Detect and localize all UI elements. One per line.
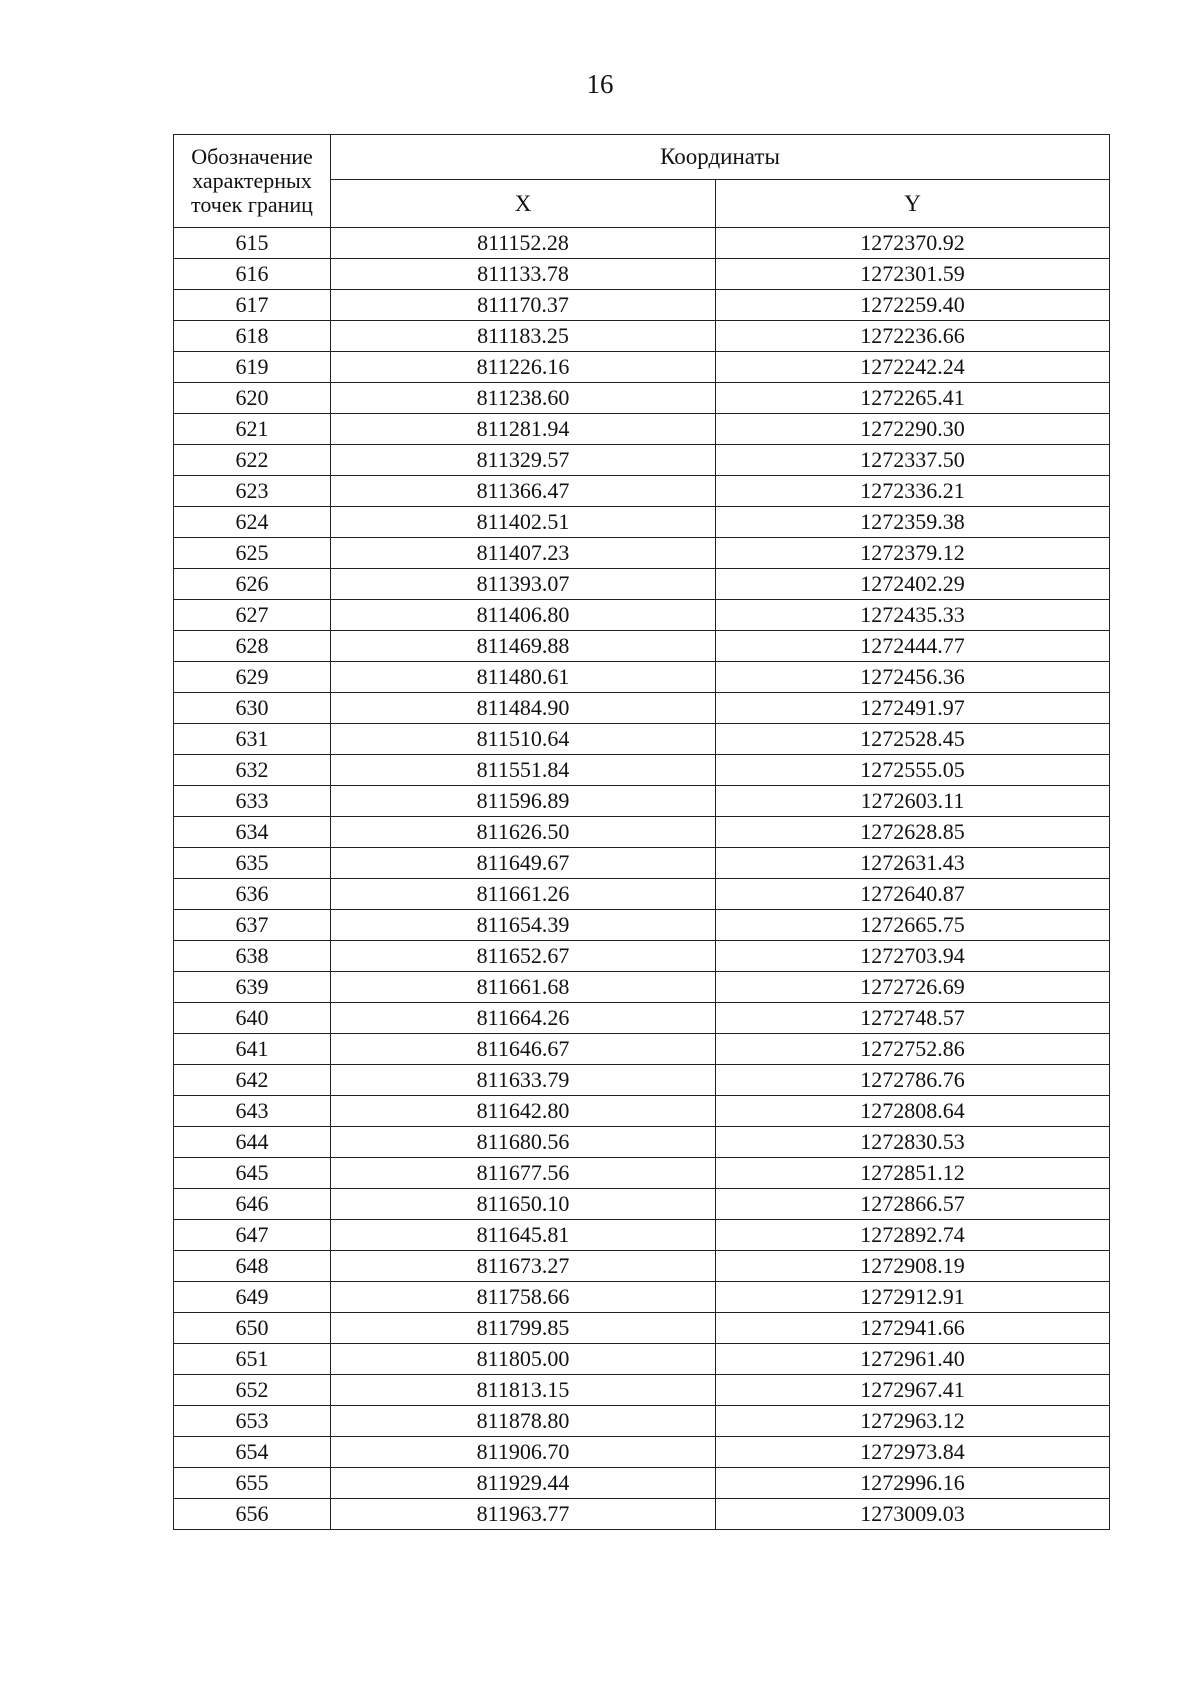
- y-cell: 1272892.74: [716, 1220, 1110, 1251]
- point-cell: 630: [174, 693, 331, 724]
- y-cell: 1272265.41: [716, 383, 1110, 414]
- point-cell: 647: [174, 1220, 331, 1251]
- point-cell: 632: [174, 755, 331, 786]
- x-cell: 811406.80: [331, 600, 716, 631]
- x-cell: 811551.84: [331, 755, 716, 786]
- table-row: [174, 848, 1110, 879]
- table-row: [174, 1499, 1110, 1530]
- x-cell: 811929.44: [331, 1468, 716, 1499]
- y-cell: 1272665.75: [716, 910, 1110, 941]
- x-cell: 811649.67: [331, 848, 716, 879]
- table-body: [174, 228, 1110, 1530]
- x-cell: 811758.66: [331, 1282, 716, 1313]
- x-cell: 811407.23: [331, 538, 716, 569]
- table-row: [174, 352, 1110, 383]
- x-cell: 811673.27: [331, 1251, 716, 1282]
- x-cell: 811661.26: [331, 879, 716, 910]
- x-cell: 811646.67: [331, 1034, 716, 1065]
- y-cell: 1272301.59: [716, 259, 1110, 290]
- point-cell: 621: [174, 414, 331, 445]
- point-cell: 639: [174, 972, 331, 1003]
- y-cell: 1272908.19: [716, 1251, 1110, 1282]
- table-row: [174, 414, 1110, 445]
- y-cell: 1272337.50: [716, 445, 1110, 476]
- point-cell: 653: [174, 1406, 331, 1437]
- x-cell: 811652.67: [331, 941, 716, 972]
- x-cell: 811963.77: [331, 1499, 716, 1530]
- x-cell: 811484.90: [331, 693, 716, 724]
- point-cell: 629: [174, 662, 331, 693]
- table-row: [174, 1468, 1110, 1499]
- table-row: [174, 1127, 1110, 1158]
- x-cell: 811661.68: [331, 972, 716, 1003]
- x-cell: 811510.64: [331, 724, 716, 755]
- point-cell: 625: [174, 538, 331, 569]
- x-cell: 811366.47: [331, 476, 716, 507]
- table-row: [174, 786, 1110, 817]
- point-cell: 617: [174, 290, 331, 321]
- point-cell: 626: [174, 569, 331, 600]
- y-cell: 1272242.24: [716, 352, 1110, 383]
- table-header: [174, 135, 1110, 228]
- x-cell: 811133.78: [331, 259, 716, 290]
- table-row: [174, 1313, 1110, 1344]
- table-row: [174, 476, 1110, 507]
- point-cell: 643: [174, 1096, 331, 1127]
- point-cell: 624: [174, 507, 331, 538]
- point-cell: 622: [174, 445, 331, 476]
- point-cell: 616: [174, 259, 331, 290]
- table-row: [174, 383, 1110, 414]
- point-cell: 640: [174, 1003, 331, 1034]
- point-cell: 634: [174, 817, 331, 848]
- x-cell: 811813.15: [331, 1375, 716, 1406]
- x-cell: 811596.89: [331, 786, 716, 817]
- table-row: [174, 1375, 1110, 1406]
- y-cell: 1272851.12: [716, 1158, 1110, 1189]
- point-cell: 636: [174, 879, 331, 910]
- table-row: [174, 1344, 1110, 1375]
- y-cell: 1272703.94: [716, 941, 1110, 972]
- table-row: [174, 724, 1110, 755]
- y-cell: 1272961.40: [716, 1344, 1110, 1375]
- x-cell: 811393.07: [331, 569, 716, 600]
- x-cell: 811633.79: [331, 1065, 716, 1096]
- point-cell: 637: [174, 910, 331, 941]
- y-cell: 1272786.76: [716, 1065, 1110, 1096]
- point-cell: 628: [174, 631, 331, 662]
- x-cell: 811281.94: [331, 414, 716, 445]
- table-row: [174, 817, 1110, 848]
- x-cell: 811402.51: [331, 507, 716, 538]
- y-cell: 1272359.38: [716, 507, 1110, 538]
- point-cell: 631: [174, 724, 331, 755]
- y-cell: 1272866.57: [716, 1189, 1110, 1220]
- x-cell: 811626.50: [331, 817, 716, 848]
- table-row: [174, 228, 1110, 259]
- y-cell: 1272628.85: [716, 817, 1110, 848]
- table-row: [174, 538, 1110, 569]
- x-cell: 811226.16: [331, 352, 716, 383]
- y-cell: 1272726.69: [716, 972, 1110, 1003]
- table-row: [174, 631, 1110, 662]
- y-cell: 1272336.21: [716, 476, 1110, 507]
- x-cell: 811680.56: [331, 1127, 716, 1158]
- point-cell: 642: [174, 1065, 331, 1096]
- table-row: [174, 507, 1110, 538]
- x-cell: 811805.00: [331, 1344, 716, 1375]
- y-cell: 1272830.53: [716, 1127, 1110, 1158]
- point-cell: 633: [174, 786, 331, 817]
- point-cell: 615: [174, 228, 331, 259]
- table-row: [174, 1437, 1110, 1468]
- x-cell: 811238.60: [331, 383, 716, 414]
- x-cell: 811152.28: [331, 228, 716, 259]
- x-cell: 811878.80: [331, 1406, 716, 1437]
- y-cell: 1272996.16: [716, 1468, 1110, 1499]
- x-cell: 811480.61: [331, 662, 716, 693]
- point-cell: 641: [174, 1034, 331, 1065]
- point-cell: 652: [174, 1375, 331, 1406]
- x-cell: 811329.57: [331, 445, 716, 476]
- point-cell: 620: [174, 383, 331, 414]
- table-row: [174, 879, 1110, 910]
- y-cell: 1272402.29: [716, 569, 1110, 600]
- y-cell: 1272912.91: [716, 1282, 1110, 1313]
- y-cell: 1272808.64: [716, 1096, 1110, 1127]
- y-cell: 1273009.03: [716, 1499, 1110, 1530]
- header-x: X: [331, 180, 716, 228]
- y-cell: 1272456.36: [716, 662, 1110, 693]
- table-row: [174, 1096, 1110, 1127]
- x-cell: 811799.85: [331, 1313, 716, 1344]
- page-number: 16: [586, 69, 614, 99]
- point-cell: 623: [174, 476, 331, 507]
- y-cell: 1272941.66: [716, 1313, 1110, 1344]
- x-cell: 811654.39: [331, 910, 716, 941]
- table-row: [174, 569, 1110, 600]
- y-cell: 1272748.57: [716, 1003, 1110, 1034]
- point-cell: 618: [174, 321, 331, 352]
- y-cell: 1272640.87: [716, 879, 1110, 910]
- y-cell: 1272967.41: [716, 1375, 1110, 1406]
- point-cell: 638: [174, 941, 331, 972]
- point-cell: 619: [174, 352, 331, 383]
- y-cell: 1272963.12: [716, 1406, 1110, 1437]
- y-cell: 1272444.77: [716, 631, 1110, 662]
- y-cell: 1272370.92: [716, 228, 1110, 259]
- point-cell: 650: [174, 1313, 331, 1344]
- header-point-designation: Обозначение характерных точек границ: [174, 135, 331, 228]
- table-row: [174, 290, 1110, 321]
- y-cell: 1272555.05: [716, 755, 1110, 786]
- y-cell: 1272973.84: [716, 1437, 1110, 1468]
- table-row: [174, 1158, 1110, 1189]
- x-cell: 811650.10: [331, 1189, 716, 1220]
- table-row: [174, 1034, 1110, 1065]
- x-cell: 811183.25: [331, 321, 716, 352]
- header-y: Y: [716, 180, 1110, 228]
- x-cell: 811677.56: [331, 1158, 716, 1189]
- point-cell: 627: [174, 600, 331, 631]
- y-cell: 1272752.86: [716, 1034, 1110, 1065]
- table-row: [174, 321, 1110, 352]
- y-cell: 1272236.66: [716, 321, 1110, 352]
- point-cell: 654: [174, 1437, 331, 1468]
- y-cell: 1272259.40: [716, 290, 1110, 321]
- x-cell: 811469.88: [331, 631, 716, 662]
- table-row: [174, 662, 1110, 693]
- x-cell: 811170.37: [331, 290, 716, 321]
- x-cell: 811664.26: [331, 1003, 716, 1034]
- x-cell: 811906.70: [331, 1437, 716, 1468]
- point-cell: 651: [174, 1344, 331, 1375]
- x-cell: 811645.81: [331, 1220, 716, 1251]
- x-cell: 811642.80: [331, 1096, 716, 1127]
- point-cell: 635: [174, 848, 331, 879]
- table-row: [174, 755, 1110, 786]
- table-row: [174, 1189, 1110, 1220]
- y-cell: 1272631.43: [716, 848, 1110, 879]
- table-row: [174, 910, 1110, 941]
- table-row: [174, 1406, 1110, 1437]
- y-cell: 1272603.11: [716, 786, 1110, 817]
- point-cell: 649: [174, 1282, 331, 1313]
- point-cell: 644: [174, 1127, 331, 1158]
- table-row: [174, 693, 1110, 724]
- table-row: [174, 972, 1110, 1003]
- y-cell: 1272435.33: [716, 600, 1110, 631]
- header-coordinates: Координаты: [331, 135, 1110, 180]
- table-row: [174, 941, 1110, 972]
- y-cell: 1272491.97: [716, 693, 1110, 724]
- table-row: [174, 1065, 1110, 1096]
- point-cell: 655: [174, 1468, 331, 1499]
- table-row: [174, 1251, 1110, 1282]
- table-row: [174, 1220, 1110, 1251]
- table-row: [174, 445, 1110, 476]
- table-row: [174, 1003, 1110, 1034]
- point-cell: 645: [174, 1158, 331, 1189]
- y-cell: 1272379.12: [716, 538, 1110, 569]
- point-cell: 656: [174, 1499, 331, 1530]
- y-cell: 1272528.45: [716, 724, 1110, 755]
- point-cell: 646: [174, 1189, 331, 1220]
- table-row: [174, 259, 1110, 290]
- coordinates-table: [173, 134, 1110, 1530]
- table-row: [174, 1282, 1110, 1313]
- point-cell: 648: [174, 1251, 331, 1282]
- y-cell: 1272290.30: [716, 414, 1110, 445]
- table-row: [174, 600, 1110, 631]
